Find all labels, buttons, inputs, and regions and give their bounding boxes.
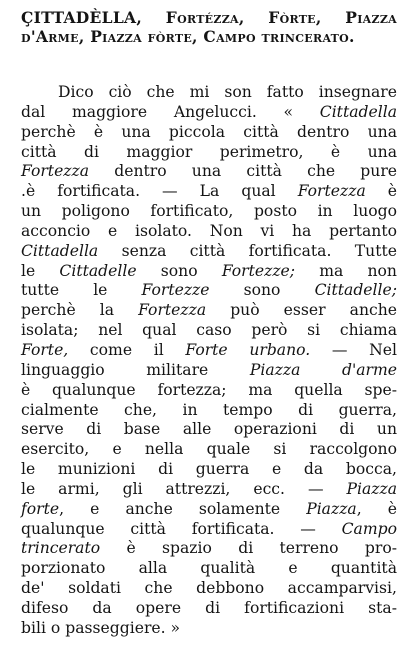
body-line: bili o passeggiere. »	[21, 618, 181, 637]
body-line: dal maggiore Angelucci. « Cittadella	[21, 102, 397, 121]
body-line: difeso da opere di fortificazioni sta-	[21, 598, 397, 617]
body-line: cialmente che, in tempo di guerra,	[21, 400, 397, 419]
body-line: città di maggior perimetro, è una	[21, 142, 397, 161]
body-line: isolata; nel qual caso però si chiama	[21, 321, 397, 340]
body-line: serve di base alle operazioni di un	[21, 420, 397, 439]
body-line: forte, e anche solamente Piazza, è	[21, 499, 397, 518]
entry-heading	[21, 8, 397, 46]
body-line: trincerato è spazio di terreno pro-	[21, 539, 397, 558]
body-line: de' soldati che debbono accamparvisi,	[21, 579, 397, 598]
body-line: Dico ciò che mi son fatto insegnare	[58, 83, 397, 101]
body-line: Cittadella senza città fortificata. Tutte	[21, 241, 397, 260]
body-line: è qualunque fortezza; ma quella spe-	[21, 380, 397, 399]
body-line: qualunque città fortificata. — Campo	[21, 519, 397, 538]
body-line: le munizioni di guerra e da bocca,	[21, 460, 397, 479]
body-line: Fortezza dentro una città che pure	[21, 162, 397, 181]
heading-terms: Fortézza, Fòrte, Piazza d'Arme, Piazza fòrte, Campo trincerato.	[21, 8, 397, 46]
body-line: perchè la Fortezza può esser anche	[21, 301, 398, 320]
body-line: acconcio e isolato. Non vi ha pertanto	[21, 221, 397, 240]
body-line: un poligono fortificato, posto in luogo	[21, 202, 397, 221]
heading-term: ÇITTADÈLLA,	[21, 8, 143, 27]
body-line: Forte, come il Forte urbano. — Nel	[21, 340, 397, 359]
body-line: tutte le Fortezze sono Cittadelle;	[21, 281, 397, 300]
body-line: linguaggio militare Piazza d'arme	[21, 360, 397, 379]
body-line: .è fortificata. — La qual Fortezza è	[21, 182, 398, 201]
body-line: esercito, e nella quale si raccolgono	[21, 440, 397, 459]
body-line: perchè è una piccola città dentro una	[21, 122, 397, 141]
body-line: le Cittadelle sono Fortezze; ma non	[21, 261, 397, 280]
body-line: le armi, gli attrezzi, ecc. — Piazza	[21, 479, 397, 498]
body-line: porzionato alla qualità e quantità	[21, 559, 397, 578]
entry-body	[21, 83, 397, 639]
